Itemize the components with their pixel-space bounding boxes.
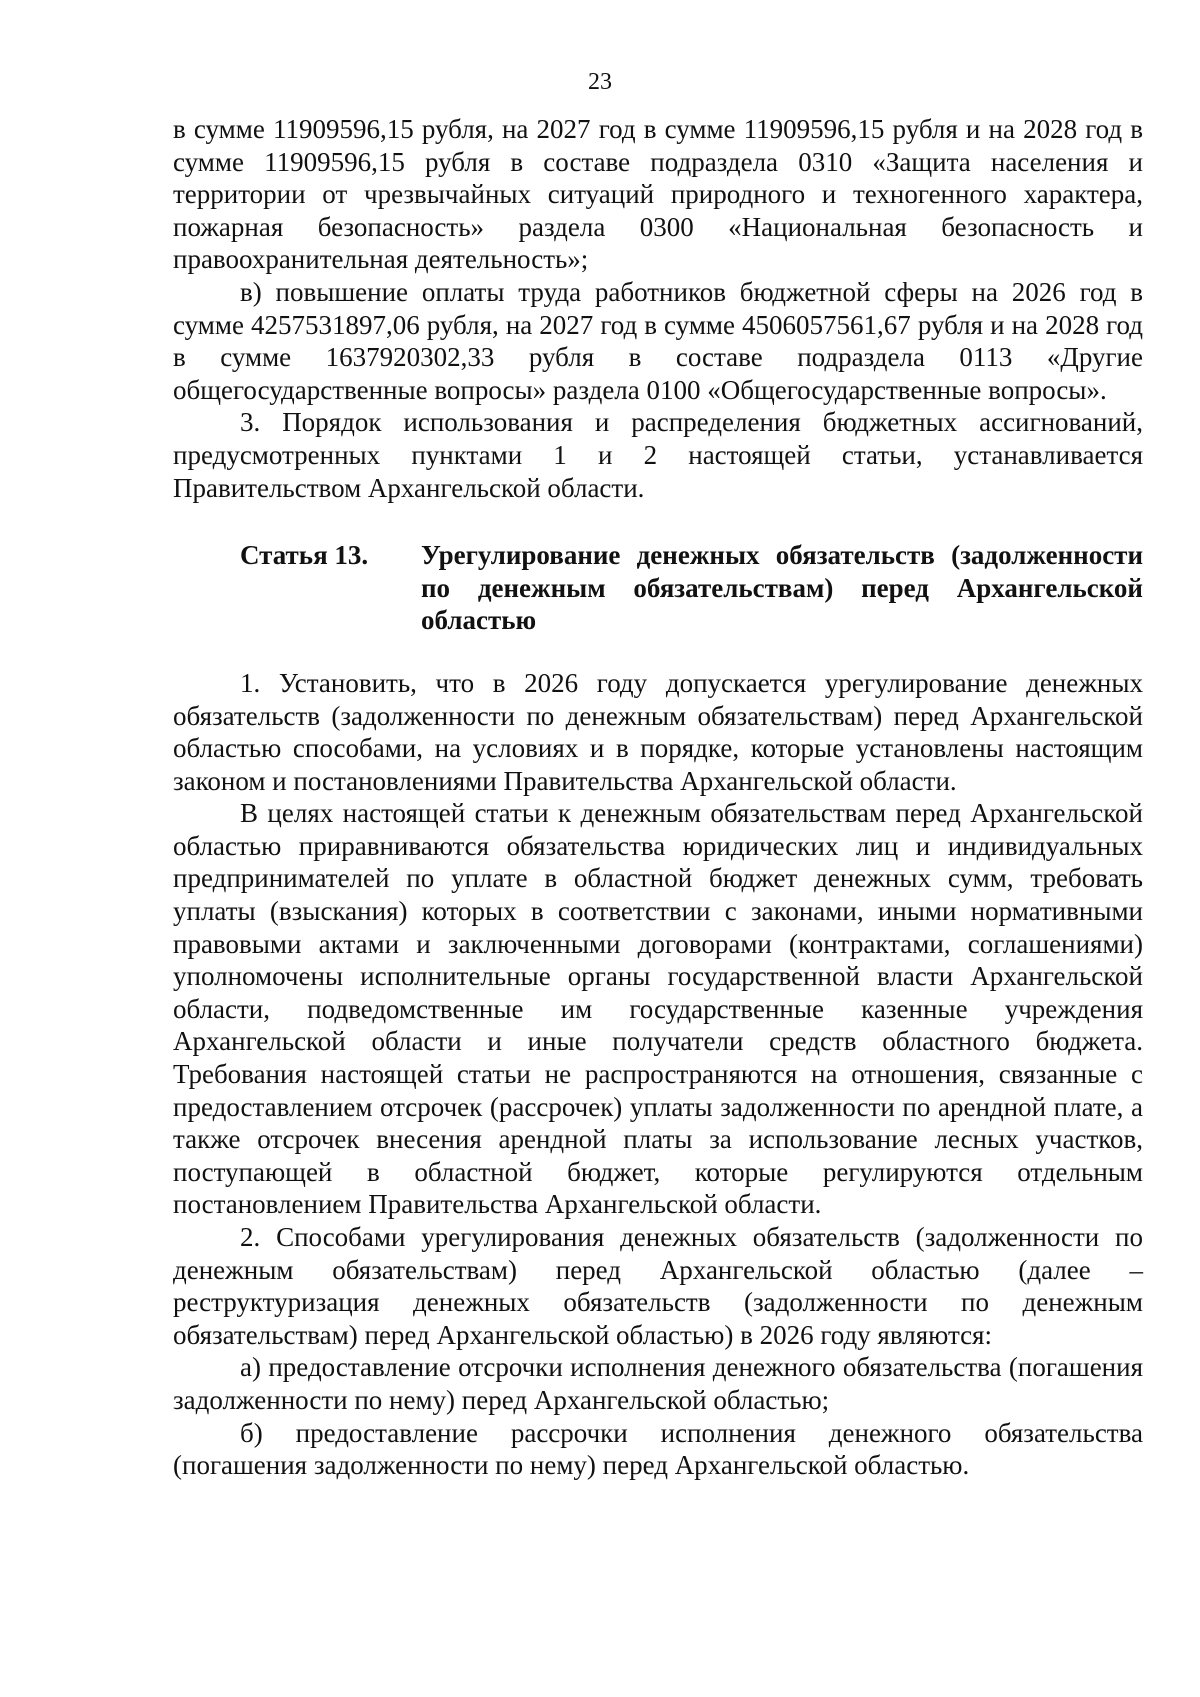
paragraph-item-v: в) повышение оплаты труда работников бюджетной сферы на 2026 год в сумме 4257531897,06 рубля, на 2027 год в сумме 4506057561,67 рубля и на 2028 год в сумме 1637920302,33 рубля в составе подраздела 0113 «Другие общегосударственные вопросы» раздела 0100 «Общегосударственные вопросы». <box>173 276 1143 405</box>
document-body <box>173 113 1143 1482</box>
paragraph-point-1: 1. Установить, что в 2026 году допускается урегулирование денежных обязательств (задолженности по денежным обязательствам) перед Архангельской областью способами, на условиях и в порядке, которые установлены настоящим законом и постановлениями Правительства Архангельской области. <box>173 667 1143 796</box>
article-title: Урегулирование денежных обязательств (задолженности по денежным обязательствам) перед Архангельской областью <box>421 540 1143 636</box>
article-number: Статья 13. <box>240 540 369 571</box>
article-heading <box>173 539 1143 637</box>
paragraph-continuation: в сумме 11909596,15 рубля, на 2027 год в сумме 11909596,15 рубля и на 2028 год в сумме 11909596,15 рубля в составе подраздела 0310 «Защита населения и территории от чрезвычайных ситуаций природного и техногенного характера, пожарная безопасность» раздела 0300 «Национальная безопасность и правоохранительная деятельность»; <box>173 114 1143 275</box>
paragraph-point-2: 2. Способами урегулирования денежных обязательств (задолженности по денежным обязательствам) перед Архангельской областью (далее – реструктуризация денежных обязательств (задолженности по денежным обязательствам) перед Архангельской областью) в 2026 году являются: <box>173 1222 1143 1350</box>
paragraph-item-a: а) предоставление отсрочки исполнения денежного обязательства (погашения задолженности по нему) перед Архангельской областью; <box>173 1352 1143 1415</box>
paragraph-definition: В целях настоящей статьи к денежным обязательствам перед Архангельской областью приравниваются обязательства юридических лиц и индивидуальных предпринимателей по уплате в областной бюджет денежных сумм, требовать уплаты (взыскания) которых в соответствии с законами, иными нормативными правовыми актами и заключенными договорами (контрактами, соглашениями) уполномочены исполнительные органы государственной власти Архангельской области, подведомственные им государственные казенные учреждения Архангельской области и иные получатели средств областного бюджета. Требования настоящей статьи не распространяются на отношения, связанные с предоставлением отсрочек (рассрочек) уплаты задолженности по арендной плате, а также отсрочек внесения арендной платы за использование лесных участков, поступающей в областной бюджет, которые регулируются отдельным постановлением Правительства Архангельской области. <box>173 798 1143 1220</box>
page-number: 23 <box>588 69 612 95</box>
paragraph-point-3: 3. Порядок использования и распределения бюджетных ассигнований, предусмотренных пунктами 1 и 2 настоящей статьи, устанавливается Правительством Архангельской области. <box>173 407 1143 503</box>
paragraph-item-b: б) предоставление рассрочки исполнения денежного обязательства (погашения задолженности по нему) перед Архангельской областью. <box>173 1417 1143 1481</box>
